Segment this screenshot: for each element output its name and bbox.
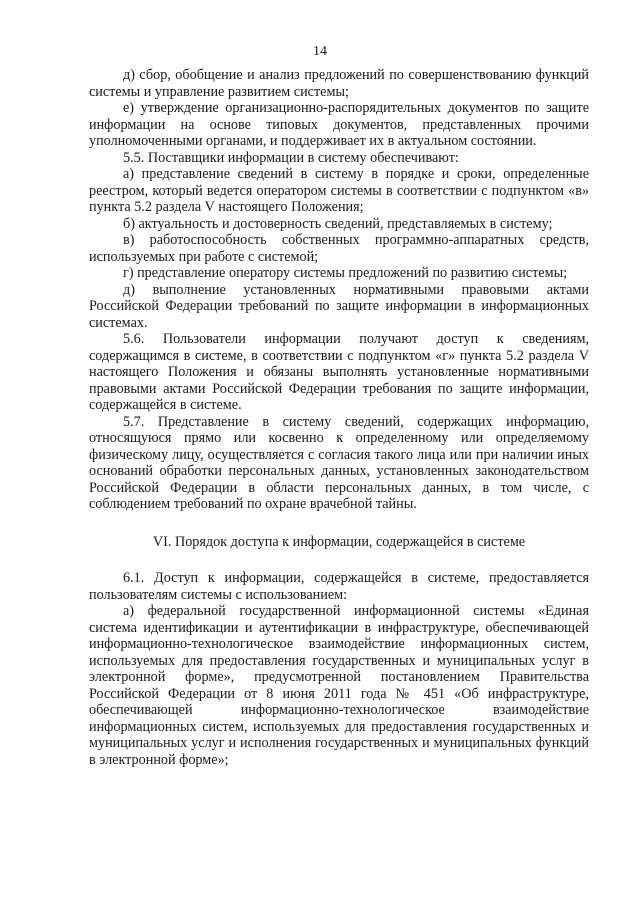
paragraph-5-5: 5.5. Поставщики информации в систему обеспечивают: (123, 149, 459, 166)
paragraph-5-5-v: в) работоспособность собственных программно-аппаратных средств, используемых при работе с системой; (89, 232, 589, 265)
paragraph-5-6: 5.6. Пользователи информации получают доступ к сведениям, содержащимся в системе, в соответствии с подпунктом «г» пункта 5.2 раздела V настоящего Положения и обязаны выполнять установленные нормативными правовыми актами Российской Федерации требования по защите информации, содержащейся в системе. (89, 331, 589, 413)
paragraph-d-proposals: д) сбор, обобщение и анализ предложений по совершенствованию функций системы и управление развитием системы; (89, 67, 589, 100)
paragraph-e-approval: е) утверждение организационно-распорядительных документов по защите информации на основе типовых документов, представленных прочими уполномоченными органами, и поддерживает их в актуальном состоянии. (89, 100, 589, 149)
document-body (89, 67, 589, 768)
paragraph-6-1: 6.1. Доступ к информации, содержащейся в системе, предоставляется пользователям системы с использованием: (89, 570, 589, 603)
paragraph-5-5-d: д) выполнение установленных нормативными правовыми актами Российской Федерации требований по защите информации в информационных системах. (89, 281, 589, 331)
page-number: 14 (313, 44, 327, 59)
paragraph-5-5-g: г) представление оператору системы предложений по развитию системы; (123, 265, 568, 281)
paragraph-5-7: 5.7. Представление в систему сведений, содержащих информацию, относящуюся прямо или косвенно к определенному или определяемому физическому лицу, осуществляется с согласия такого лица или при наличии иных оснований обработки персональных данных, установленных законодательством Российской Федерации в области персональных данных, в том числе, с соблюдением требований по охране врачебной тайны. (89, 413, 589, 512)
paragraph-5-5-a: а) представление сведений в систему в порядке и сроки, определенные реестром, который ведется оператором системы в соответствии с подпунктом «в» пункта 5.2 раздела V настоящего Положения; (89, 166, 589, 215)
section-heading: VI. Порядок доступа к информации, содержащейся в системе (152, 533, 526, 550)
paragraph-5-5-b: б) актуальность и достоверность сведений, представляемых в систему; (123, 215, 553, 232)
paragraph-6-1-a: а) федеральной государственной информационной системы «Единая система идентификации и аутентификации в инфраструктуре, обеспечивающей информационно-технологическое взаимодействие информационных систем, используемых для предоставления государственных и муниципальных услуг в электронной форме», предусмотренной постановлением Правительства Российской Федерации от 8 июня 2011 года № 451 «Об инфраструктуре, обеспечивающей информационно-технологическое взаимодействие информационных систем, используемых для предоставления государственных и муниципальных услуг и исполнения государственных и муниципальных функций в электронной форме»; (89, 603, 589, 768)
